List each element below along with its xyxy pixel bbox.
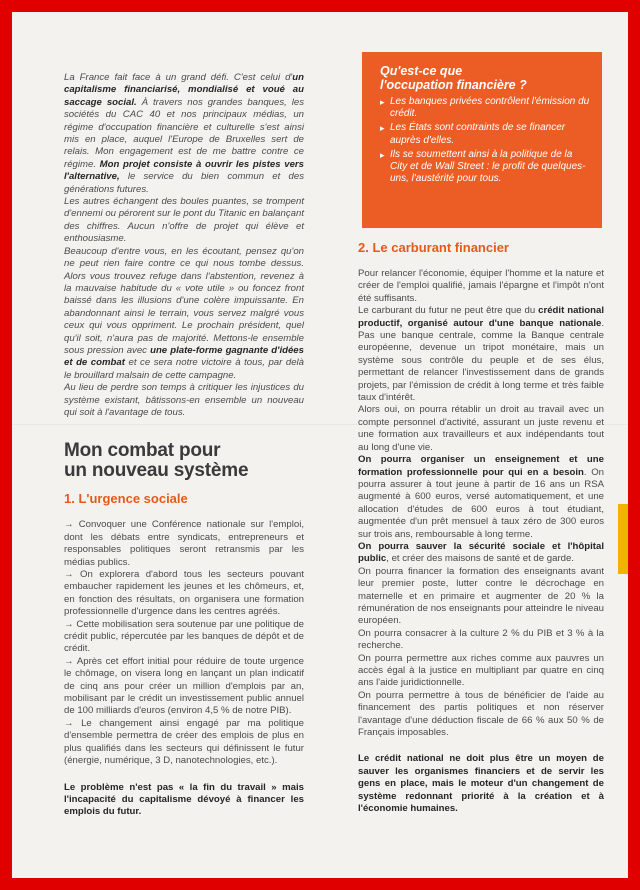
text: Le changement ainsi engagé par ma politique d'ensemble permettra de créer des emplois de plus en plus qualifiés dans les secteurs qui définissent le futur (énergie, numérique, 3 D, nanotechnologies, etc.). (64, 717, 304, 767)
text: Le carburant du futur ne peut être que du (358, 305, 539, 317)
text: On explorera d'abord tous les secteurs pouvant embaucher rapidement les jeunes et les chômeurs, et, en fonction des résultats, on organisera une formation professionnelle d'urgence dans les centres agréés. (64, 569, 304, 618)
arrow-right-icon: → (64, 717, 74, 729)
info-box-item (380, 96, 590, 120)
arrow-right-icon: → (64, 618, 74, 630)
info-box-title (380, 64, 590, 92)
intro-paragraph-3 (64, 246, 304, 382)
arrow-right-icon: ▸ (380, 97, 385, 107)
arrow-right-icon: → (64, 519, 74, 531)
emphasis: On pourra organiser un enseignement et une formation professionnelle pour qui en a besoin (358, 454, 604, 478)
section-2-paragraph-3: Alors oui, on pourra rétablir un droit au travail avec un compte personnel d'activité, assurant un juste revenu et une formation aux travailleurs et aux indépendants tout au long d'une vie. (358, 404, 604, 453)
arrow-right-icon: → (64, 655, 74, 667)
section-2-title: 2. Le carburant financier (358, 240, 509, 255)
main-title-line-1: Mon combat pour (64, 440, 221, 462)
section-2-paragraph-5 (358, 541, 604, 566)
text: Beaucoup d'entre vous, en les écoutant, pensez qu'on ne peut rien faire contre ce qui nous tombe dessus. Alors vous trouvez refuge dans l'abstention, revenez à la mauvaise habitude du « vote utile » ou foncez front baissé dans les illusions d'une colère impuissante. En abandonnant ainsi le terrain, vous servez malgré vous ceux qui vous oppriment. Le prochain président, quel qu'il soit, n'aura pas de majorité. Mettons-le ensemble sous pression avec (64, 245, 304, 356)
arrow-right-icon: ▸ (380, 123, 385, 134)
text: La France fait face à un grand défi. C'est celui d' (64, 72, 293, 83)
info-box-item (380, 122, 590, 146)
emphasis: crédit national productif, organisé autour d'une banque nationale (358, 305, 604, 329)
left-column (64, 72, 304, 819)
text: À travers nos grandes banques, les sociétés du CAC 40 et nos principaux médias, un régime d'occupation financière et culturelle s'est ainsi mis en place, auquel l'Europe de Bruxelles sert de relais. Mon engagement est de me battre contre ce régime. (64, 96, 305, 170)
main-title-line-2: un nouveau système (64, 460, 249, 482)
list-item (64, 656, 304, 718)
text: le service du bien commun et des générations futures. (64, 171, 304, 195)
section-2-paragraph-6: On pourra financer la formation des enseignants avant leur premier poste, lutter contre le décrochage en maternelle et en primaire et augmenter de 20 % la rémunération de nos enseignants pour atteindre le niveau européen. (358, 565, 604, 627)
list-item (64, 569, 304, 619)
emphasis: Mon projet consiste à ouvrir les pistes vers l'alternative, (64, 158, 304, 183)
text: Les États sont contraints de se financer auprès d'elles. (390, 122, 566, 146)
text: , et créer des maisons de santé et de garde. (386, 553, 574, 565)
list-item (64, 519, 304, 569)
text: . Pas une banque centrale, comme la Banque centrale européenne, devenue un tripot monétaire, mais un système sous contrôle du peuple et de ses élus, permettant de relancer l'investissement dans de grands projets, par l'émission de crédit à long terme et très faible taux d'intérêt. (358, 317, 604, 404)
section-1-title: 1. L'urgence sociale (64, 491, 188, 507)
section-1-conclusion: Le problème n'est pas « la fin du travail » mais l'incapacité du capitalisme dévoyé à financer les emplois du futur. (64, 781, 304, 818)
text: Les banques privées contrôlent l'émission du crédit. (390, 96, 590, 120)
section-2-paragraph-1: Pour relancer l'économie, équiper l'homme et la nature et créer de l'emploi qualifié, jamais l'épargne et l'impôt n'ont été suffisants. (358, 268, 604, 304)
intro-paragraph-4: Au lieu de perdre son temps à critiquer les injustices du système existant, bâtissons-en ensemble un nouveau qui soit à l'avantage de tous. (64, 382, 304, 418)
section-2-paragraph-8: On pourra permettre aux riches comme aux pauvres un accès égal à la justice en multipliant par quatre en cinq ans l'aide juridictionnelle. (358, 652, 604, 689)
arrow-right-icon: → (64, 569, 74, 580)
section-2-paragraph-4 (358, 454, 604, 541)
emphasis: un capitalisme financiarisé, mondialisé et voué au saccage social. (64, 72, 304, 108)
info-box (362, 52, 602, 228)
main-title (64, 441, 304, 481)
intro-paragraph-2: Les autres échangent des boules puantes, se trompent d'ennemi ou pérorent sur le pont du Titanic en balançant des chiffres. Aucun n'offre de projet qui élève et enthousiasme. (64, 196, 304, 245)
list-item (64, 718, 304, 768)
text: Ils se soumettent ainsi à la politique de la City et de Wall Street : le profit de quelques-uns, l'austérité pour tous. (390, 148, 586, 185)
section-2-paragraph-7: On pourra consacrer à la culture 2 % du PIB et 3 % à la recherche. (358, 627, 604, 652)
emphasis: une plate-forme gagnante d'idées et de combat (64, 344, 304, 369)
info-box-title-line-2: l'occupation financière ? (380, 78, 527, 92)
text: Convoquer une Conférence nationale sur l'emploi, dont les débats entre syndicats, entrepreneurs et responsables politiques seront retransmis par les médias publics. (64, 519, 304, 568)
info-box-item (380, 149, 590, 186)
yellow-edge-tab (618, 504, 628, 574)
text: et ce sera notre victoire à tous, par delà le brouillard malsain de cette campagne. (64, 357, 304, 381)
text: Après cet effort initial pour réduire de toute urgence le chômage, on visera long en lançant un plan indicatif de cinq ans pour créer un million d'emplois par an, mobilisant par le crédit un investissement public annuel de 100 milliards d'euros (environ 4,5 % de notre PIB). (64, 655, 305, 717)
section-2-paragraph-2 (358, 305, 604, 404)
leaflet-page (12, 12, 628, 878)
arrow-right-icon: ▸ (380, 149, 385, 160)
text: Cette mobilisation sera soutenue par une politique de crédit public, répercutée par les banques de dépôt et de crédit. (64, 618, 305, 655)
section-2-paragraph-9: On pourra permettre à tous de bénéficier de l'aide au financement des partis politiques et non réserver l'avantage d'une déduction fiscale de 66 % aux 50 % de Français imposables. (358, 689, 604, 739)
intro-paragraph-1 (64, 72, 304, 196)
section-2-conclusion: Le crédit national ne doit plus être un moyen de sauver les organismes financiers et de servir les gens en place, mais le moteur d'un changement de système redonnant priorité à la création et à l'économie humaines. (358, 753, 604, 815)
text: . On pourra assurer à tout jeune à partir de 16 ans un RSA augmenté à 600 euros, versé automatiquement, et une allocation d'études de 600 euros à tout étudiant, augmentée d'un prêt mensuel à taux zéro de 300 euros sur trois ans, remboursable à long terme. (358, 466, 604, 540)
info-box-title-line-1: Qu'est-ce que (380, 64, 463, 78)
list-item (64, 619, 304, 656)
emphasis: On pourra sauver la sécurité sociale et l'hôpital public (358, 540, 604, 565)
right-column (358, 240, 604, 815)
